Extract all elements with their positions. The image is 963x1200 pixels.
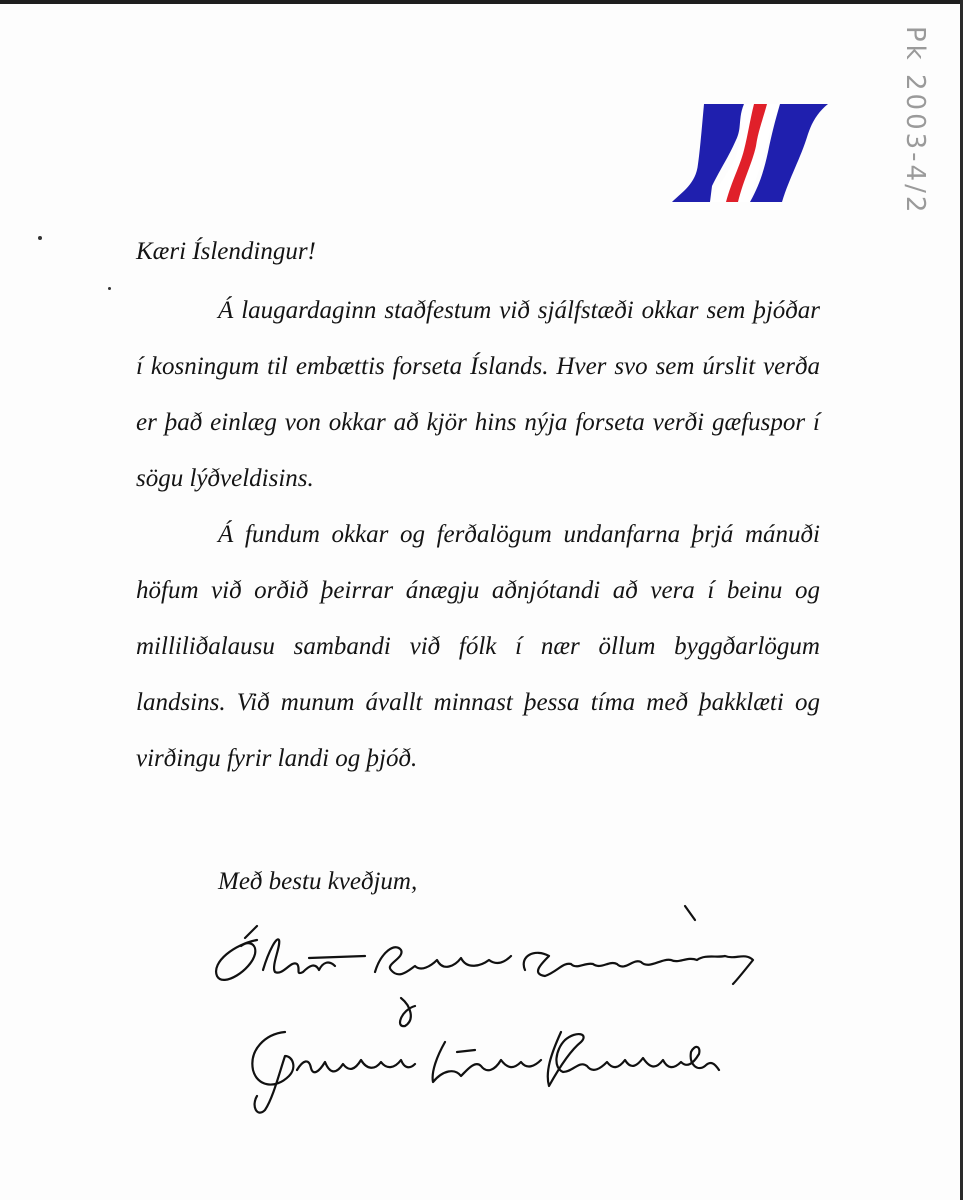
paragraph-2: Á fundum okkar og ferðalögum undanfarna þrjá mánuði höfum við orðið þeirrar ánægju aðnjótandi að vera í beinu og milliliðalausu sambandi við fólk í nær öllum byggðarlögum landsins. Við munum ávallt minnast þessa tíma með þakklæti og virðingu fyrir landi og þjóð. <box>136 521 820 772</box>
salutation: Kæri Íslendingur! <box>136 238 316 265</box>
speck <box>38 236 42 240</box>
signature-1 <box>216 906 753 1026</box>
signature-2 <box>252 1032 719 1113</box>
handwritten-signatures <box>205 900 775 1120</box>
closing: Með bestu kveðjum, <box>218 868 418 895</box>
archive-stamp: Pk 2003-4/2 <box>900 26 930 216</box>
flag-stripes-logo <box>672 104 828 204</box>
paragraph-1: Á laugardaginn staðfestum við sjálfstæði okkar sem þjóðar í kosningum til embættis forseta Íslands. Hver svo sem úrslit verða er það einlæg von okkar að kjör hins nýja forseta verði gæfuspor í sögu lýðveldisins. <box>136 297 820 492</box>
speck <box>108 287 111 290</box>
page-top-edge <box>0 0 963 4</box>
